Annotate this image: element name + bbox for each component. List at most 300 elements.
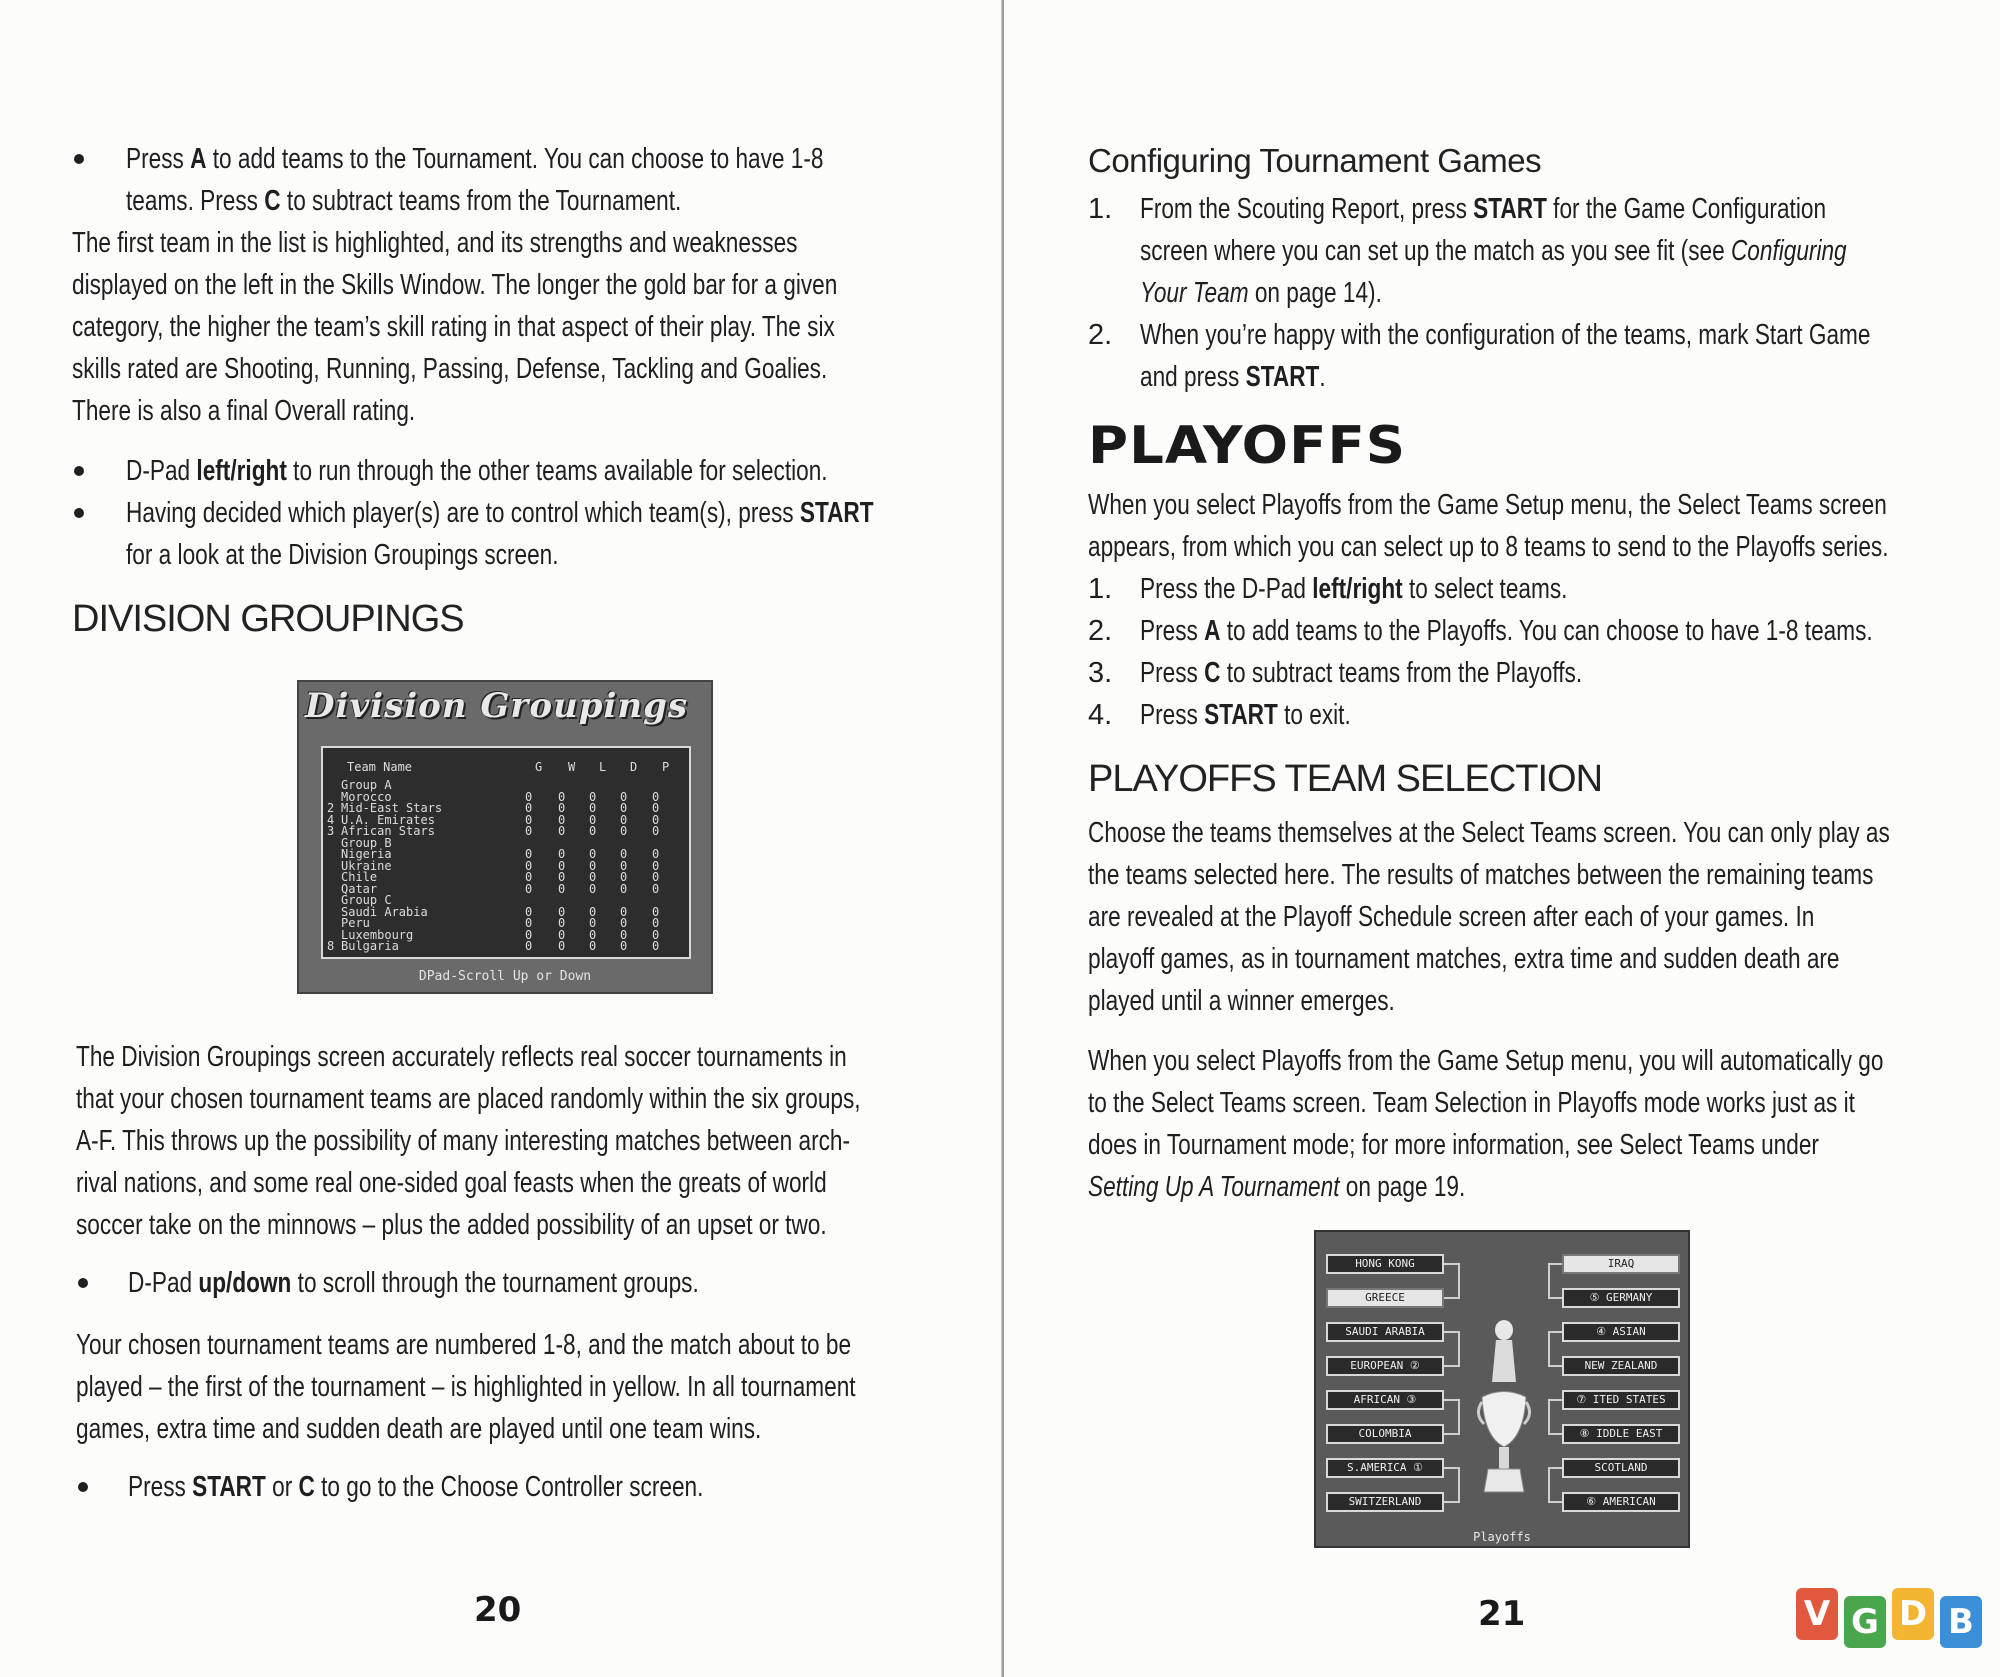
text-run: to add teams to the Playoffs. You can choose to have 1-8 teams. [1220,615,1873,647]
playoff-team-slot: SCOTLAND [1562,1458,1680,1478]
playoff-team-slot: NEW ZEALAND [1562,1356,1680,1376]
text-run: to scroll through the tournament groups. [291,1267,699,1299]
cell-g: 0 [525,847,533,861]
cell-num: 4 [327,812,335,827]
division-groupings-screenshot [297,680,713,994]
text-line-content [126,534,559,576]
playoff-team-slot: ⑦ ITED STATES [1562,1390,1680,1410]
cell-d: 0 [620,812,628,827]
text-run: D-Pad [126,455,197,487]
cell-p: 0 [652,858,660,873]
cell-name: Ukraine [341,858,392,873]
step-number: 2. [1088,319,1113,351]
cell-l: 0 [589,789,597,804]
italic-text: Your Team [1140,277,1249,309]
playoffs-screen-caption: Playoffs [1473,1530,1531,1544]
bracket-line [1548,1433,1562,1435]
bullet-dot [78,1482,88,1492]
cell-w: 0 [558,789,566,804]
bracket-line [1458,1467,1460,1503]
text-line-content [128,1466,703,1508]
text-run: Having decided which player(s) are to control which team(s), press [126,497,800,529]
vgdb-letter-tile: B [1940,1596,1982,1648]
playoff-team-slot: ⑤ GERMANY [1562,1288,1680,1308]
cell-name: Bulgaria [341,939,399,953]
cell-p: 0 [652,801,660,815]
bracket-line [1548,1467,1550,1503]
bracket-line [1444,1501,1458,1503]
division-screen-title: Division Groupings [305,686,689,726]
text-line [1140,188,2000,230]
text-line [1088,1082,2000,1124]
text-line [72,306,1053,348]
col-l: L [599,760,607,774]
text-line [128,1466,866,1508]
step-number: 2. [1088,615,1113,647]
text-run: for a look at the Division Groupings screen. [126,539,559,571]
text-line-content [1088,980,1395,1022]
text-line [126,450,1025,492]
col-p: P [662,760,670,774]
configuring-tournament-heading: Configuring Tournament Games [1088,142,1542,179]
bullet-dot [74,154,84,164]
text-run: D-Pad [128,1267,199,1299]
text-line [76,1120,1082,1162]
cell-d: 0 [620,939,628,953]
playoff-team-slot: IRAQ [1562,1254,1680,1274]
playoff-team-slot: ⑧ IDDLE EAST [1562,1424,1680,1444]
text-line-content [1088,854,1873,896]
bracket-line [1548,1297,1562,1299]
cell-l: 0 [589,824,597,838]
cell-d: 0 [620,881,628,896]
text-line-content [72,222,797,264]
bold-text: left/right [196,455,287,487]
cell-p: 0 [652,824,660,838]
cell-name: Luxembourg [341,927,414,942]
division-groupings-heading: DIVISION GROUPINGS [72,598,464,640]
bullet-dot [74,466,84,476]
text-run: A-F. This throws up the possibility of many interesting matches between arch- [76,1125,851,1157]
text-run: does in Tournament mode; for more information, see Select Teams under [1088,1129,1819,1161]
cell-p: 0 [652,789,660,804]
division-screen-footer: DPad-Scroll Up or Down [418,969,592,984]
cell-name: Mid-East Stars [341,801,443,815]
cell-w: 0 [558,847,566,861]
playoff-team-slot: S.AMERICA ① [1326,1458,1444,1478]
text-line-content [128,1262,699,1304]
col-d: D [630,760,638,774]
text-line-content [1140,356,1326,398]
step-number: 1. [1088,193,1113,225]
cell-num: 8 [327,939,335,953]
cell-name: Morocco [341,789,392,804]
bracket-line [1548,1501,1562,1503]
text-line [1088,980,2000,1022]
cell-p: 0 [652,904,660,919]
cell-p: 0 [652,847,660,861]
numbered-teams-paragraph [76,1324,1075,1450]
text-run: to add teams to the Tournament. You can choose to have 1-8 [206,143,824,175]
text-line-content [1140,610,1873,652]
vgdb-watermark-logo [1796,1588,1988,1648]
table-row [327,941,687,953]
text-line [72,264,1053,306]
bold-text: START [1245,361,1320,393]
bold-text: A [1204,615,1221,647]
bold-text: C [1204,657,1221,689]
text-line [72,390,1053,432]
text-line [1140,694,1410,736]
text-run: appears, from which you can select up to 8 teams to send to the Playoffs series. [1088,531,1889,563]
text-line-content [1140,694,1351,736]
text-line [1088,854,2000,896]
right-page [1004,0,2000,1677]
bullet-dot [74,508,84,518]
division-table [321,746,691,959]
text-line-content [76,1162,827,1204]
text-line [1088,484,2000,526]
text-run: skills rated are Shooting, Running, Passing, Defense, Tackling and Goalies. [72,353,828,385]
cell-w: 0 [558,858,566,873]
text-run: When you select Playoffs from the Game Setup menu, you will automatically go [1088,1045,1884,1077]
text-line [76,1366,1075,1408]
text-line [1088,1166,2000,1208]
table-row [327,904,687,919]
cell-p: 0 [652,812,660,827]
bracket-line [1548,1331,1562,1333]
bold-text: up/down [198,1267,292,1299]
bracket-line [1444,1331,1458,1333]
text-line-content [72,390,415,432]
cell-w: 0 [558,904,566,919]
text-line-content [1140,652,1582,694]
cell-w: 0 [558,881,566,896]
text-line [126,138,1020,180]
text-run: to run through the other teams available for selection. [286,455,828,487]
text-run: When you select Playoffs from the Game Setup menu, the Select Teams screen [1088,489,1887,521]
text-run: The Division Groupings screen accurately reflects real soccer tournaments in [76,1041,847,1073]
cell-name: U.A. Emirates [341,812,435,827]
text-line [1140,568,1688,610]
text-line-content [1140,314,1870,356]
cell-name: Group C [341,893,392,907]
text-line-content [1088,812,1890,854]
cell-g: 0 [525,939,533,953]
col-g: G [535,760,543,774]
playoff-team-slot: AFRICAN ③ [1326,1390,1444,1410]
text-run: games, extra time and sudden death are played until one team wins. [76,1413,762,1445]
text-line-content [1088,1166,1465,1208]
bracket-line [1548,1467,1562,1469]
cell-g: 0 [525,870,533,884]
division-table-header [347,762,687,774]
text-run: on page 19. [1339,1171,1466,1203]
cell-p: 0 [652,939,660,953]
cell-g: 0 [525,881,533,896]
text-line [76,1036,1082,1078]
cell-d: 0 [620,927,628,942]
cell-l: 0 [589,801,597,815]
text-line [1088,896,2000,938]
text-line-content [1088,1124,1819,1166]
text-line [76,1204,1082,1246]
cell-w: 0 [558,824,566,838]
text-run: Press [1140,615,1205,647]
bracket-line [1444,1263,1458,1265]
text-line-content [126,180,681,222]
text-line-content [76,1120,850,1162]
text-run: Press [1140,657,1205,689]
text-run: The first team in the list is highlighted, and its strengths and weaknesses [72,227,798,259]
division-description-paragraph [76,1036,1082,1246]
text-line-content [126,492,874,534]
text-run: When you’re happy with the configuration of the teams, mark Start Game [1140,319,1871,351]
cell-name: Qatar [341,881,378,896]
text-run: to exit. [1277,699,1351,731]
team-selection-paragraph-2 [1088,1040,2000,1208]
text-line-content [1088,896,1814,938]
text-line-content [1088,484,1887,526]
text-run: or [265,1471,299,1503]
cell-w: 0 [558,812,566,827]
division-table-rows [327,780,687,953]
text-run: There is also a final Overall rating. [72,395,416,427]
text-line [1140,610,2000,652]
text-run: to select teams. [1402,573,1568,605]
text-run: From the Scouting Report, press [1140,193,1474,225]
cell-d: 0 [620,870,628,884]
cell-l: 0 [589,881,597,896]
text-line-content [1140,568,1567,610]
cell-g: 0 [525,789,533,804]
text-run: Press [128,1471,193,1503]
cell-d: 0 [620,847,628,861]
page-number-right: 21 [1478,1594,1526,1634]
text-run: that your chosen tournament teams are placed randomly within the six groups, [76,1083,861,1115]
text-run: to go to the Choose Controller screen. [314,1471,704,1503]
playoff-team-slot: EUROPEAN ② [1326,1356,1444,1376]
text-run: and press [1140,361,1246,393]
text-run: played until a winner emerges. [1088,985,1395,1017]
text-line [126,180,838,222]
bracket-line [1458,1399,1460,1435]
cell-d: 0 [620,916,628,930]
col-w: W [568,760,576,774]
cell-w: 0 [558,870,566,884]
text-line [76,1408,1075,1450]
text-line [1140,272,1450,314]
cell-name: Nigeria [341,847,392,861]
vgdb-letter-tile: D [1892,1588,1934,1640]
bracket-line [1458,1331,1460,1367]
playoff-team-slot: ⑥ AMERICAN [1562,1492,1680,1512]
text-line [76,1078,1082,1120]
text-line [1088,526,2000,568]
text-line-content [76,1408,761,1450]
text-line-content [1088,938,1840,980]
text-line-content [72,264,837,306]
text-line [128,1262,860,1304]
playoffs-team-selection-heading: PLAYOFFS TEAM SELECTION [1088,758,1603,800]
text-run: for the Game Configuration [1546,193,1827,225]
text-run: Press the D-Pad [1140,573,1313,605]
text-line [126,534,681,576]
text-run: are revealed at the Playoff Schedule screen after each of your games. In [1088,901,1815,933]
text-run: Press [1140,699,1205,731]
text-run: soccer take on the minnows – plus the added possibility of an upset or two. [76,1209,827,1241]
text-line-content [72,306,835,348]
playoffs-intro-paragraph [1088,484,2000,568]
cell-p: 0 [652,916,660,930]
text-run: the teams selected here. The results of matches between the remaining teams [1088,859,1874,891]
playoffs-heading: PLAYOFFS [1088,416,1407,476]
cell-d: 0 [620,858,628,873]
text-line-content [1140,188,1826,230]
text-line [76,1162,1082,1204]
text-line-content [1088,526,1889,568]
cell-g: 0 [525,858,533,873]
cell-w: 0 [558,916,566,930]
cell-name: Peru [341,916,370,930]
text-line [1088,938,2000,980]
cell-w: 0 [558,927,566,942]
playoff-team-slot: GREECE [1326,1288,1444,1308]
text-line [72,222,1053,264]
cell-w: 0 [558,801,566,815]
cell-l: 0 [589,847,597,861]
text-line-content [76,1078,861,1120]
text-line-content [1140,230,1847,272]
bracket-line [1444,1433,1458,1435]
team-selection-paragraph [1088,812,2000,1022]
text-run: to the Select Teams screen. Team Selection in Playoffs mode works just as it [1088,1087,1855,1119]
cell-l: 0 [589,870,597,884]
text-run: Choose the teams themselves at the Select Teams screen. You can only play as [1088,817,1890,849]
cell-num: 2 [327,801,335,815]
text-run: Your chosen tournament teams are numbered 1-8, and the match about to be [76,1329,852,1361]
cell-name: Group A [341,778,392,792]
text-run: to subtract teams from the Playoffs. [1220,657,1583,689]
step-number: 3. [1088,657,1113,689]
cell-d: 0 [620,801,628,815]
bracket-line [1458,1263,1460,1299]
bracket-line [1444,1297,1458,1299]
cell-p: 0 [652,870,660,884]
text-run: on page 14). [1248,277,1382,309]
playoff-team-slot: ④ ASIAN [1562,1322,1680,1342]
text-line-content [126,450,828,492]
text-run: playoff games, as in tournament matches, extra time and sudden death are [1088,943,1840,975]
text-line [126,492,1084,534]
text-run: displayed on the left in the Skills Window. The longer the gold bar for a given [72,269,838,301]
cell-w: 0 [558,939,566,953]
text-line [1088,1040,2000,1082]
bold-text: C [264,185,281,217]
bracket-line [1548,1365,1562,1367]
cell-l: 0 [589,916,597,930]
cell-g: 0 [525,904,533,919]
text-line-content [76,1324,851,1366]
bracket-line [1548,1399,1562,1401]
cell-l: 0 [589,812,597,827]
cell-d: 0 [620,789,628,804]
cell-l: 0 [589,858,597,873]
cell-g: 0 [525,824,533,838]
bracket-line [1548,1331,1550,1367]
text-line-content [76,1366,856,1408]
text-run: category, the higher the team’s skill rating in that aspect of their play. The six [72,311,835,343]
text-run: screen where you can set up the match as you see fit (see [1140,235,1731,267]
bracket-line [1548,1263,1562,1265]
bracket-line [1548,1399,1550,1435]
text-line [1088,1124,2000,1166]
bullet-dot [78,1278,88,1288]
playoff-team-slot: SAUDI ARABIA [1326,1322,1444,1342]
text-line [1140,356,1378,398]
text-line [1140,230,2000,272]
cell-name: Saudi Arabia [341,904,428,919]
cell-name: Group B [341,835,392,850]
col-team-name: Team Name [347,760,413,774]
bold-text: left/right [1312,573,1403,605]
cell-l: 0 [589,927,597,942]
cell-l: 0 [589,904,597,919]
bold-text: START [1473,193,1547,225]
cell-name: Chile [341,870,378,884]
playoff-team-slot: SWITZERLAND [1326,1492,1444,1512]
text-run: . [1319,361,1326,393]
bold-text: A [190,143,207,175]
vgdb-letter-tile: G [1844,1596,1886,1648]
skills-paragraph [72,222,1053,432]
bold-text: C [298,1471,315,1503]
table-row [327,858,687,873]
cell-g: 0 [525,916,533,930]
cell-g: 0 [525,801,533,815]
text-line [1140,652,1707,694]
text-line [1088,812,2000,854]
step-number: 1. [1088,573,1113,605]
bold-text: START [799,497,874,529]
step-number: 4. [1088,699,1113,731]
trophy-icon [1474,1302,1534,1502]
text-line-content [72,348,827,390]
text-line-content [126,138,823,180]
text-run: played – the first of the tournament – is highlighted in yellow. In all tournament [76,1371,856,1403]
cell-g: 0 [525,812,533,827]
cell-l: 0 [589,939,597,953]
text-line-content [1088,1040,1883,1082]
cell-p: 0 [652,881,660,896]
playoff-team-slot: COLOMBIA [1326,1424,1444,1444]
text-line-content [76,1204,827,1246]
cell-name: African Stars [341,824,435,838]
cell-p: 0 [652,927,660,942]
table-row [327,872,687,884]
bracket-line [1548,1263,1550,1299]
cell-d: 0 [620,904,628,919]
text-line [76,1324,1075,1366]
bracket-line [1444,1399,1458,1401]
cell-num: 3 [327,824,335,838]
bracket-line [1444,1365,1458,1367]
italic-text: Setting Up A Tournament [1088,1171,1340,1203]
text-line-content [1140,272,1382,314]
text-run: rival nations, and some real one-sided goal feasts when the greats of world [76,1167,827,1199]
text-line [72,348,1053,390]
cell-g: 0 [525,927,533,942]
